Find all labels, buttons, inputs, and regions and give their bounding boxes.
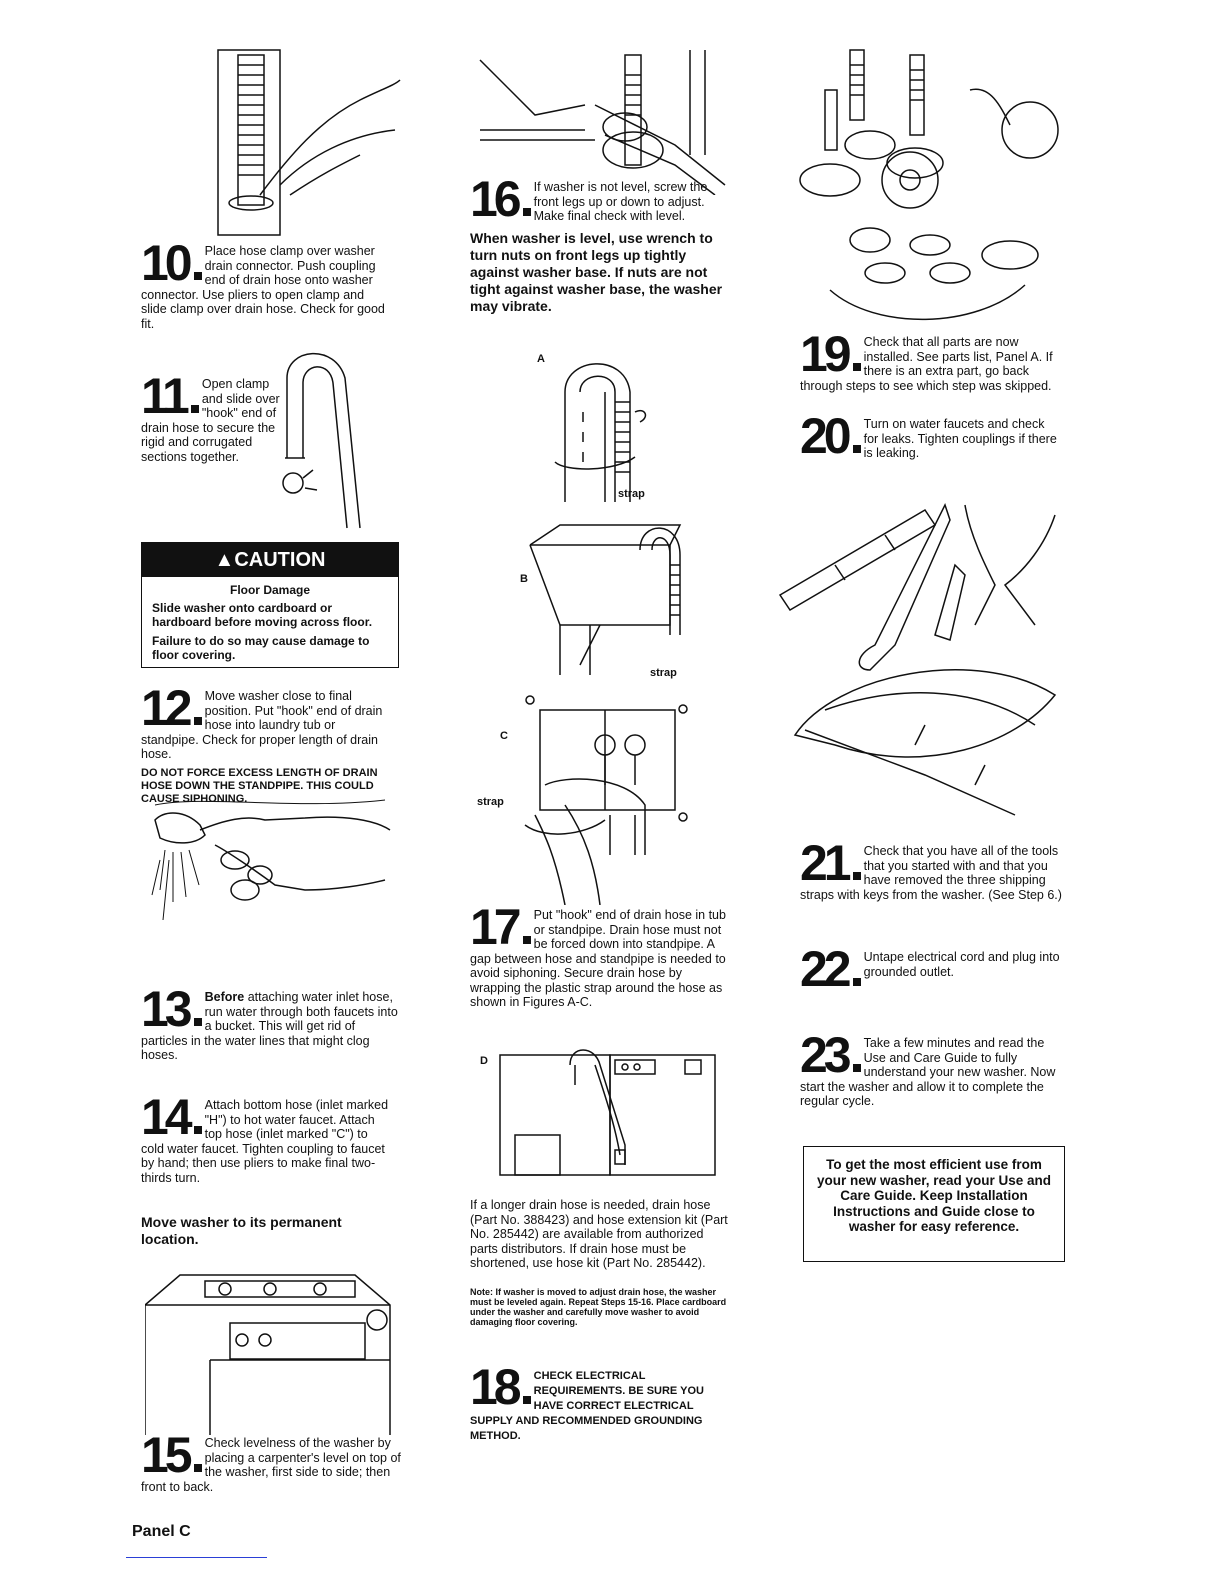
info-box: [803, 1146, 1065, 1262]
caution-header: ▲CAUTION: [142, 543, 398, 577]
faucet-illustration: [145, 790, 395, 990]
step-text: Take a few minutes and read the Use and Care Guide to fully understand your new washer. Now start the washer and allow it to complete the regular cycle.: [800, 1036, 1056, 1108]
step-number: 20: [800, 417, 861, 451]
drain-hose-hook-illustration: [275, 338, 405, 538]
step-number: 14: [141, 1098, 202, 1132]
hose-clamp-illustration: [200, 45, 405, 245]
step-text: Check that you have all of the tools that you started with and that you have removed the three shipping straps with keys from the washer. (See Step 6.): [800, 844, 1062, 902]
step-13: [141, 981, 403, 1063]
figure-a-illustration: [545, 352, 665, 502]
step-number: 13: [141, 990, 202, 1024]
step-15: [141, 1427, 403, 1494]
step-text: attaching water inlet hose, run water through both faucets into a bucket. This will get rid of particles in the water lines that might clog hoses.: [141, 990, 398, 1062]
step-number: 12: [141, 689, 202, 723]
panel-label: Panel C: [132, 1523, 191, 1540]
step-21: [800, 835, 1062, 902]
step-number: 17: [470, 908, 531, 942]
leveling-legs-parts-illustration: [795, 45, 1065, 330]
step-16-bold: When washer is level, use wrench to turn nuts on front legs up tightly against washer base. If nuts are not tight against washer base, the washer may vibrate.: [470, 229, 723, 314]
step-19: [800, 326, 1062, 393]
move-note: Note: If washer is moved to adjust drain hose, the washer must be leveled again. Repeat Steps 15-16. Place cardboard under the washer and carefully move washer to avoid damaging floor covering.: [470, 1287, 727, 1327]
step-text: Place hose clamp over washer drain connector. Push coupling end of drain hose onto washer connector. Use pliers to open clamp and slide clamp over drain hose. Check for good fit.: [141, 244, 385, 331]
step-14: [141, 1089, 391, 1185]
step-23: [800, 1027, 1062, 1109]
tools-illustration: [775, 495, 1060, 835]
step-number: 10: [141, 244, 202, 278]
step-text: Open clamp and slide over "hook" end of drain hose to secure the rigid and corrugated sections together.: [141, 377, 280, 464]
step-number: 19: [800, 335, 861, 369]
step-text: Attach bottom hose (inlet marked "H") to hot water faucet. Attach top hose (inlet marked "C") to cold water faucet. Tighten coupling to faucet by hand; then use pliers to make final two-thirds turn.: [141, 1098, 389, 1185]
strap-label-b: strap: [650, 667, 677, 679]
footer-rule: [126, 1557, 267, 1558]
strap-label-c: strap: [477, 796, 504, 808]
step-22: [800, 941, 1062, 997]
washer-top-illustration: [145, 1265, 395, 1435]
step-number: 18: [470, 1368, 531, 1402]
move-washer-heading: Move washer to its permanent location.: [141, 1214, 342, 1247]
step-text: Move washer close to final position. Put "hook" end of drain hose into laundry tub or standpipe. Check for proper length of drain hose.: [141, 689, 383, 761]
caution-title: Floor Damage: [229, 583, 310, 597]
step-20: [800, 408, 1062, 464]
step-13-lead: Before: [204, 990, 245, 1004]
step-text: Check levelness of the washer by placing a carpenter's level on top of the washer, first side to side; then front to back.: [141, 1436, 401, 1494]
step-number: 22: [800, 950, 861, 984]
step-number: 15: [141, 1436, 202, 1470]
step-number: 11: [141, 377, 199, 411]
info-box-text: To get the most efficient use from your new washer, read your Use and Care Guide. Keep Installation Instructions and Guide close to washer for easy reference.: [816, 1157, 1052, 1234]
step-17: [470, 899, 730, 1010]
figure-c-illustration: [505, 695, 695, 905]
figure-label-d: D: [480, 1055, 488, 1067]
step-text: CHECK ELECTRICAL REQUIREMENTS. BE SURE YOU HAVE CORRECT ELECTRICAL SUPPLY AND RECOMMENDED GROUNDING METHOD.: [470, 1370, 704, 1442]
warning-icon: ▲: [214, 549, 235, 571]
step-text: If washer is not level, screw the front legs up or down to adjust. Make final check with level.: [533, 180, 708, 223]
step-number: 16: [470, 180, 531, 214]
step-11: [141, 368, 281, 464]
step-text: Turn on water faucets and check for leaks. Tighten couplings if there is leaking.: [863, 417, 1057, 460]
figure-label-c: C: [500, 730, 508, 742]
figure-label-b: B: [520, 573, 528, 585]
step-18: [470, 1359, 730, 1443]
caution-line-1: Slide washer onto cardboard or hardboard before moving across floor.: [152, 601, 373, 629]
step-text: Check that all parts are now installed. See parts list, Panel A. If there is an extra part, go back through steps to see which step was skipped.: [800, 335, 1053, 393]
caution-line-2: Failure to do so may cause damage to floor covering.: [152, 634, 370, 662]
step-12-warning: DO NOT FORCE EXCESS LENGTH OF DRAIN HOSE DOWN THE STANDPIPE. THIS COULD CAUSE SIPHONING.: [141, 766, 378, 805]
step-text: Untape electrical cord and plug into grounded outlet.: [863, 950, 1060, 979]
step-number: 21: [800, 844, 861, 878]
step-text: Put "hook" end of drain hose in tub or standpipe. Drain hose must not be forced down into standpipe. A gap between hose and standpipe is needed to avoid siphoning. Secure drain hose by wrapping the plastic strap around the hose as shown in Figures A-C.: [470, 908, 726, 1009]
caution-box: [141, 542, 399, 668]
step-number: 23: [800, 1036, 861, 1070]
figure-b-illustration: [520, 515, 690, 675]
step-12: [141, 680, 396, 806]
figure-d-illustration: [495, 1045, 720, 1185]
figure-label-a: A: [537, 353, 545, 365]
step-16: [470, 171, 728, 315]
step-10: [141, 235, 391, 331]
strap-label-a: strap: [618, 488, 645, 500]
longer-hose-text: If a longer drain hose is needed, drain hose (Part No. 388423) and hose extension kit (Part No. 285442) are available from authorized parts distributors. If drain hose must be shortened, use hose kit (Part No. 285442).: [470, 1198, 728, 1270]
